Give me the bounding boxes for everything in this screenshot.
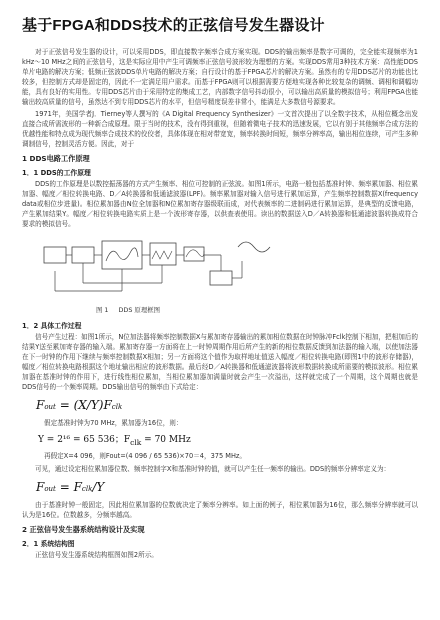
- example-result: 再假定X=4 096，则Fout=(4 096 / 65 536)×70＝4，375 MHz。: [44, 451, 246, 460]
- subsection-heading-1-1: 1．1 DDS的工作原理: [22, 169, 91, 177]
- formula2-rhs-sub: clk: [81, 484, 93, 493]
- formula2-tail: /Y: [92, 479, 105, 494]
- formula1-lhs: F: [36, 398, 45, 412]
- figure-number: 图 1: [96, 306, 109, 314]
- formula2-lhs: F: [36, 479, 45, 494]
- paragraph-process: 信号产生过程：如图1所示，N位加法器将频率控制数据X与累加寄存器输出的累加相位数据在时钟脉冲Fclk控制下相加，把相加后的结果Y送至累加寄存器的输入端。累加寄存器一方面将在上一时钟周期作用后所产生的新的相位数据反馈到加法器的输入端，以使加法器在下一时钟的作用下继续与频率控制数据X相加；另一方面将这个值作为取样地址值送入幅度／相位转换电路(即图1中的波形存储器)，幅度／相位转换电路根据这个地址输出相应的波形数据。最后经D／A转换器和低通滤波器将波形数据转换成所需要的模拟波形。相位累加器在基准时钟的作用下，进行线性相位累加，当相位累加器加满量时就会产生一次溢出，这样就完成了一个周期，这个周期也就是DDS信号的一个频率周期。DDS输出信号的频率由下式给定：: [22, 333, 418, 391]
- figure-dds-block-diagram: [22, 231, 418, 317]
- formula-resolution: [36, 480, 418, 494]
- figure-caption: [96, 305, 170, 314]
- figure-title: DDS 原理框图: [118, 306, 160, 314]
- example-equation: [38, 432, 418, 447]
- paragraph-bits: 由于基准时钟一般固定，因此相位累加器的位数就决定了频率分辨率。如上面的例子，相位累加器为16位，那么频率分辨率就可以认为是16位。位数越多，分频率越高。: [22, 500, 418, 519]
- section-heading-1: 1 DDS电路工作原理: [22, 154, 90, 163]
- example-eq: Y = 2¹⁶ = 65 536；F: [38, 435, 131, 445]
- formula2-rhs: = F: [59, 479, 82, 494]
- section-heading-2: 2 正弦信号发生器系统结构设计及实现: [22, 524, 145, 534]
- article-title: 基于FPGA和DDS技术的正弦信号发生器设计: [22, 17, 325, 34]
- paragraph-intro: 对于正弦信号发生器的设计，可以采用DDS，即直接数字频率合成方案实现。DDS的输出频率是数字可调的，完全能实现频率为1 kHz～10 MHz之间的正弦信号，这是实际应用中产生可调频率正弦信号波形较为理想的方案。实现DDS常用3种技术方案：高性能DDS单片电路的解决方案；低频正弦波DDS单片电路的解决方案；自行设计的基于FPGA芯片的解决方案。虽然有的专用DDS芯片的功能也比较多，但控制方式却是固定的，因此不一定满足用户需求。而基于FPGA则可以根据需要方便地实现各种比较复杂的调频、调相和调幅功能，具有良好的实用性。专用DDS芯片由于采用特定的集成工艺，内部数字信号抖动很小，可以输出高质量的模拟信号；利用FPGA也能输出较高质量的信号，虽然达不到专用DDS芯片的水平，但信号精度误差非常小，能满足大多数信号源要求。: [22, 48, 418, 106]
- formula1-rhs-sub: clk: [111, 403, 123, 411]
- example-eq-sub: clk: [130, 437, 142, 447]
- example-assumption: 假定基准时钟为70 MHz，累加器为16位，则：: [44, 419, 183, 427]
- paragraph-history: 1971年，美国学者J．Tierney等人撰写的《A Digital Frequency Synthesizer》一文首次提出了以全数字技术，从相位概念出发直接合成所需波形的一种新合成原理。限于当时的技术，没有得到重视，但随着微电子技术的迅速发展，它以有别于其他频率合成方法的优越性能和特点成为现代频率合成技术的佼佼者，具体体现在相对带宽宽，频率转换时间短，频率分辨率高，输出相位连续，可产生多种调制信号，控制灵活方便。因此，对于: [22, 110, 418, 148]
- subsection-heading-1-2: 1．2 具体工作过程: [22, 322, 82, 330]
- subsection-heading-2-1: 2．1 系统结构图: [22, 539, 75, 548]
- formula-output-frequency: [36, 398, 418, 412]
- formula1-rhs: = (X/Y)F: [59, 398, 112, 412]
- paragraph-system: 正弦信号发生器系统结构框图如图2所示。: [35, 550, 158, 559]
- paragraph-dds-principle: DDS的工作原理是以数控振荡器的方式产生频率、相位可控制的正弦波。如图1所示，电路一般包括基准时钟、频率累加器、相位累加器、幅度／相位转换电路、D／A转换器和低通滤波器(LPF)。频率累加器对输入信号进行累加运算，产生频率控制数据X(frequency data或相位步进量)。相位累加器由N位全加器和N位累加寄存器级联而成，对代表频率的二进制码进行累加运算，是典型的反馈电路，产生累加结果Y。幅度／相位转换电路实质上是一个波形寄存器，以供查表使用。读出的数据送入D／A转换器和低通滤波器转换成符合要求的模拟信号。: [22, 180, 418, 228]
- formula2-lhs-sub: out: [44, 484, 56, 493]
- dds-block-diagram: [42, 231, 282, 303]
- formula1-lhs-sub: out: [44, 403, 56, 411]
- paragraph-resolution: 可见，通过设定相位累加器位数、频率控制字X和基准时钟的值，就可以产生任一频率的输出。DDS的频率分辨率定义为：: [35, 464, 391, 473]
- example-eq-tail: = 70 MHz: [141, 435, 191, 445]
